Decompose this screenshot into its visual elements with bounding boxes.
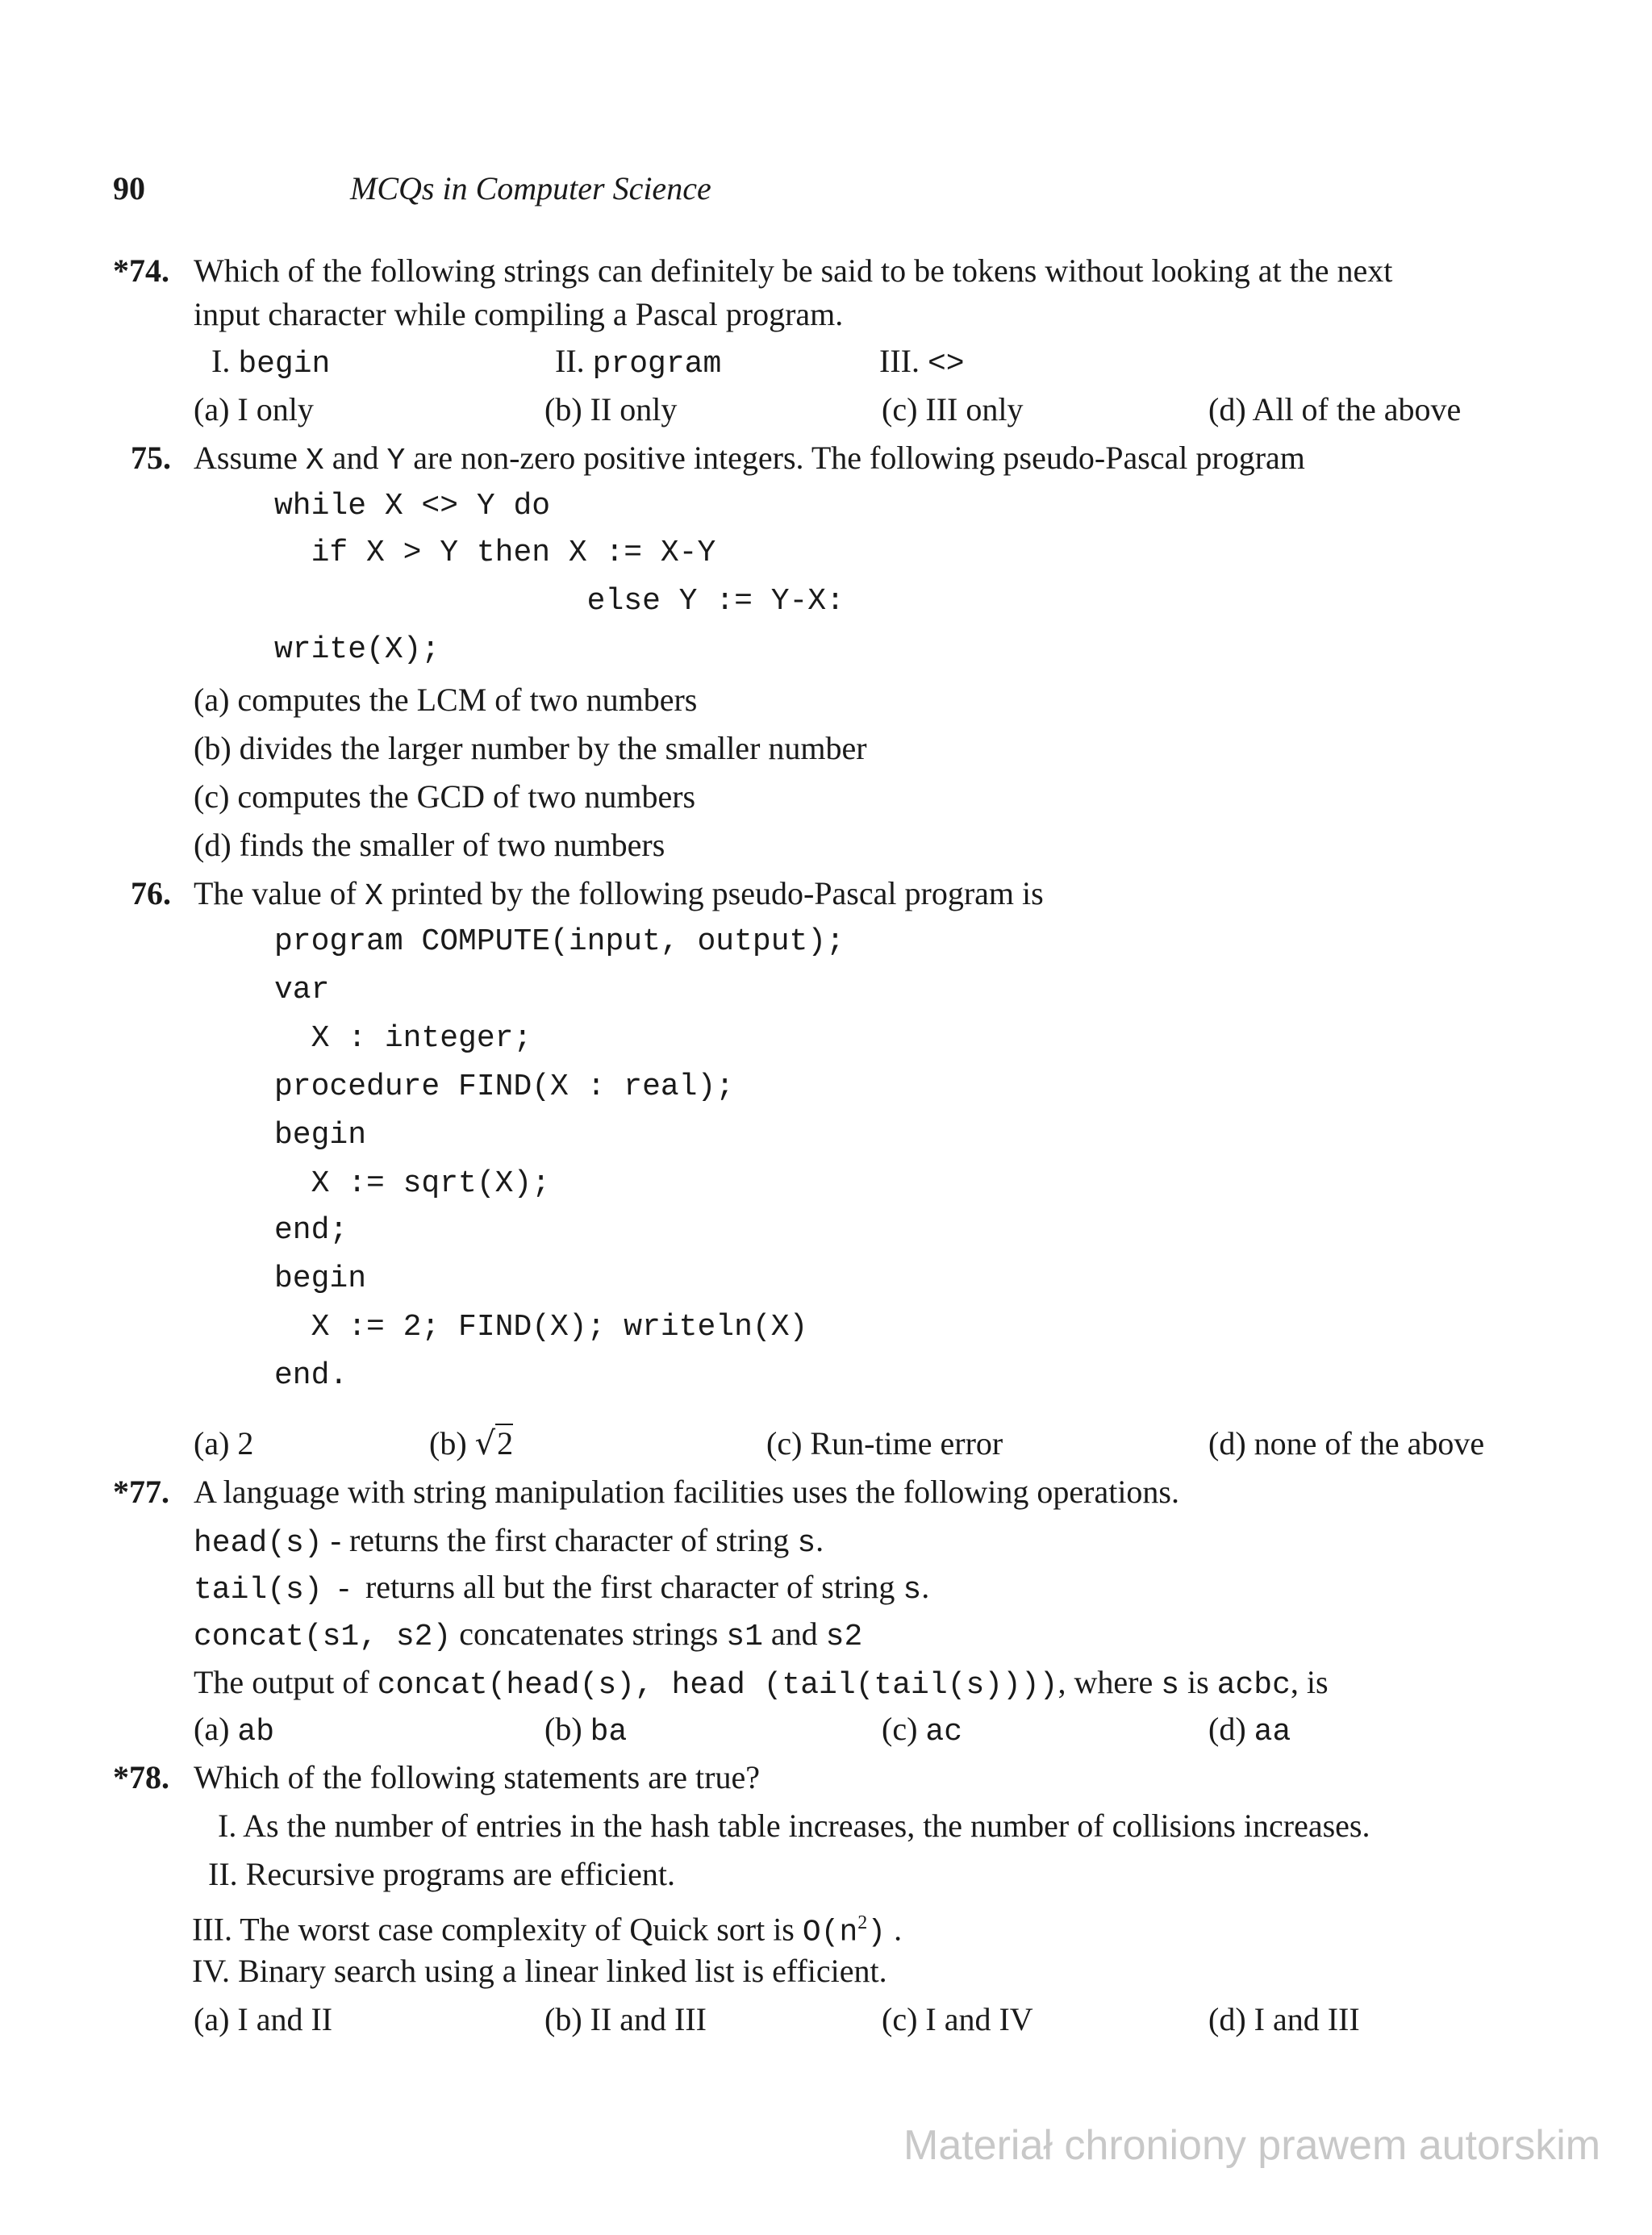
code-line: if X > Y then X := X-Y (274, 536, 716, 570)
question-number: 75. (131, 440, 171, 476)
question-stem-line: Which of the following strings can definitely be said to be tokens without looking at the next (194, 252, 1393, 289)
code-line: write(X); (274, 632, 440, 667)
sqrt-icon: √ (474, 1425, 496, 1462)
definition-line: head(s) - returns the first character of string s. (194, 1522, 824, 1561)
option-b: (b) divides the larger number by the smaller number (194, 730, 867, 766)
definition-line: concat(s1, s2) concatenates strings s1 and s2 (194, 1616, 863, 1654)
code-line: var (274, 973, 330, 1007)
code-line: else Y := Y-X: (274, 584, 845, 619)
item-i (211, 342, 330, 384)
item-label: III. (879, 343, 920, 379)
book-title: MCQs in Computer Science (350, 170, 711, 206)
code-line: X : integer; (274, 1021, 532, 1056)
question-stem: The value of X printed by the following pseudo-Pascal program is (194, 875, 1044, 914)
option-d: (d) All of the above (1208, 391, 1462, 427)
option-a: (a) computes the LCM of two numbers (194, 682, 698, 718)
code-line: end. (274, 1358, 348, 1393)
option-a: (a) I only (194, 391, 314, 427)
option-b: (b) II only (544, 391, 678, 427)
code-line: X := sqrt(X); (274, 1166, 551, 1201)
code-line: end; (274, 1213, 348, 1248)
option-d: (d) aa (1208, 1711, 1291, 1749)
statement-i: I. As the number of entries in the hash table increases, the number of collisions increases. (218, 1808, 1370, 1844)
code-line: while X <> Y do (274, 489, 551, 523)
option-b: (b) ba (544, 1711, 628, 1749)
option-b: (b) √2 (429, 1425, 514, 1462)
option-c: (c) III only (882, 391, 1024, 427)
definition-line: tail(s) - returns all but the first character of string s. (194, 1569, 930, 1607)
item-code: begin (238, 347, 331, 382)
question-number: *74. (113, 252, 169, 289)
item-code: <> (927, 347, 965, 382)
option-a: (a) I and II (194, 2001, 333, 2037)
option-d: (d) I and III (1208, 2001, 1360, 2037)
statement-iii: III. The worst case complexity of Quick sort is $O(n^2)$ . (192, 1911, 903, 1950)
copyright-watermark: Materiał chroniony prawem autorskim (903, 2122, 1601, 2169)
code-line: begin (274, 1261, 367, 1296)
option-d: (d) none of the above (1208, 1425, 1485, 1462)
code-line: program COMPUTE(input, output); (274, 924, 845, 959)
option-c: (c) computes the GCD of two numbers (194, 778, 696, 815)
question-line: The output of concat(head(s), head (tail(tail(s)))), where s is acbc, is (194, 1664, 1329, 1703)
option-a: (a) 2 (194, 1425, 254, 1462)
item-iii (879, 342, 965, 384)
option-d: (d) finds the smaller of two numbers (194, 827, 665, 863)
code-line: X := 2; FIND(X); writeln(X) (274, 1310, 808, 1345)
page-number: 90 (113, 170, 145, 206)
item-label: II. (555, 343, 585, 379)
question-number: *78. (113, 1759, 169, 1795)
statement-ii: II. Recursive programs are efficient. (208, 1856, 676, 1892)
item-code: program (592, 347, 722, 382)
question-stem: Assume X and Y are non-zero positive integers. The following pseudo-Pascal program (194, 440, 1305, 478)
item-ii (555, 342, 721, 384)
option-c: (c) Run-time error (766, 1425, 1003, 1462)
option-c: (c) I and IV (882, 2001, 1033, 2037)
option-c: (c) ac (882, 1711, 963, 1749)
question-number: 76. (131, 875, 171, 911)
item-label: I. (211, 343, 231, 379)
code-line: procedure FIND(X : real); (274, 1070, 735, 1104)
question-stem: Which of the following statements are true? (194, 1759, 760, 1795)
option-a: (a) ab (194, 1711, 275, 1749)
code-line: begin (274, 1118, 367, 1153)
question-number: *77. (113, 1474, 169, 1510)
statement-iv: IV. Binary search using a linear linked list is efficient. (192, 1953, 887, 1989)
question-stem: A language with string manipulation facilities uses the following operations. (194, 1474, 1179, 1510)
question-stem-line: input character while compiling a Pascal program. (194, 296, 844, 332)
option-b: (b) II and III (544, 2001, 707, 2037)
